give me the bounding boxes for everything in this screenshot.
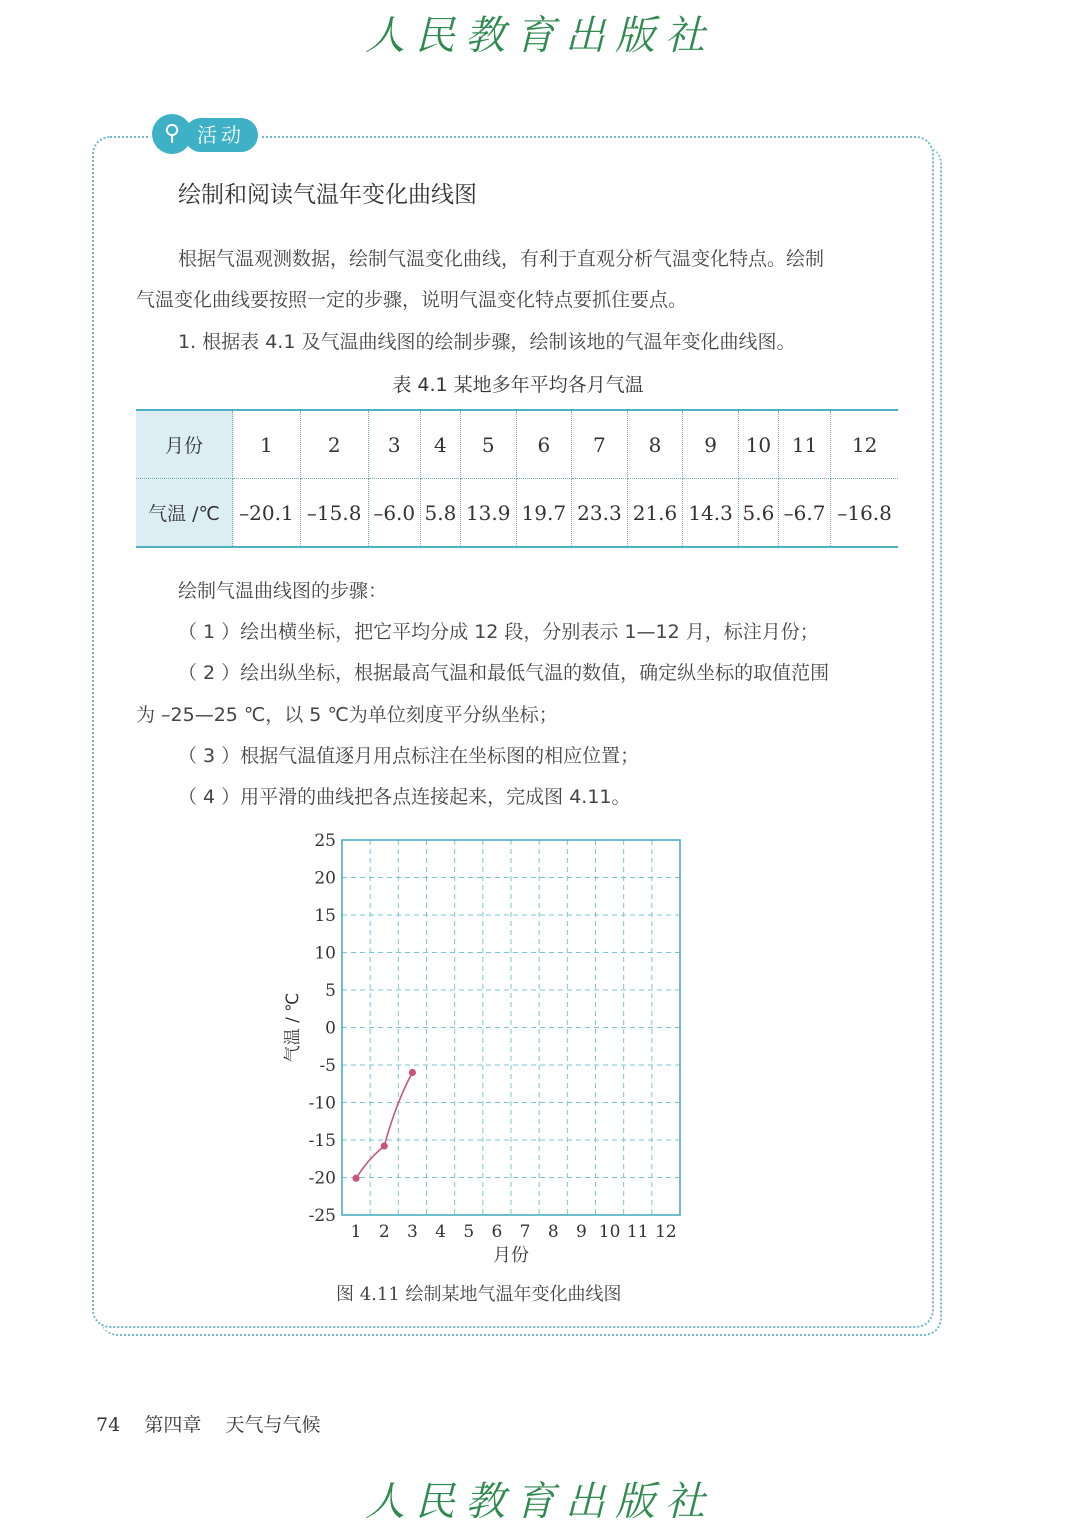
temp-cell: –20.1 bbox=[233, 479, 301, 548]
temp-cell: 14.3 bbox=[683, 479, 739, 548]
x-tick-label: 4 bbox=[435, 1222, 446, 1242]
step-3: （ 3 ）根据气温值逐月用点标注在坐标图的相应位置； bbox=[178, 745, 640, 767]
figure-caption: 图 4.11 绘制某地气温年变化曲线图 bbox=[336, 1284, 622, 1305]
intro-line-1: 根据气温观测数据，绘制气温变化曲线，有利于直观分析气温变化特点。绘制 bbox=[178, 248, 825, 270]
y-axis-label: 气温 / ℃ bbox=[283, 992, 303, 1063]
y-tick-label: -5 bbox=[319, 1056, 336, 1076]
month-cell: 4 bbox=[420, 410, 460, 479]
x-tick-label: 3 bbox=[407, 1222, 418, 1242]
x-tick-label: 7 bbox=[519, 1222, 531, 1242]
month-header: 月份 bbox=[136, 410, 233, 479]
step-4: （ 4 ）用平滑的曲线把各点连接起来，完成图 4.11。 bbox=[178, 786, 631, 808]
x-tick-label: 1 bbox=[350, 1222, 362, 1242]
month-cell: 7 bbox=[572, 410, 628, 479]
x-tick-label: 11 bbox=[626, 1222, 649, 1242]
temperature-table bbox=[136, 409, 898, 548]
x-axis-label: 月份 bbox=[493, 1245, 529, 1266]
x-tick-label: 6 bbox=[491, 1222, 503, 1242]
month-cell: 3 bbox=[368, 410, 420, 479]
temp-cell: 13.9 bbox=[460, 479, 516, 548]
y-tick-label: 5 bbox=[325, 981, 336, 1001]
temp-cell: 5.8 bbox=[420, 479, 460, 548]
data-point bbox=[381, 1142, 388, 1149]
month-cell: 2 bbox=[300, 410, 368, 479]
y-tick-label: 20 bbox=[314, 868, 336, 889]
temp-cell: 23.3 bbox=[572, 479, 628, 548]
table-row bbox=[136, 479, 898, 548]
x-tick-label: 2 bbox=[378, 1222, 390, 1242]
temp-cell: –15.8 bbox=[300, 479, 368, 548]
temperature-chart bbox=[280, 826, 700, 1266]
month-cell: 10 bbox=[738, 410, 778, 479]
y-tick-label: 25 bbox=[314, 831, 336, 851]
x-tick-label: 10 bbox=[598, 1222, 621, 1242]
temp-cell: 19.7 bbox=[516, 479, 572, 548]
table-caption: 表 4.1 某地多年平均各月气温 bbox=[392, 374, 644, 396]
temp-cell: –16.8 bbox=[831, 479, 898, 548]
x-tick-label: 9 bbox=[576, 1222, 587, 1242]
x-tick-label: 12 bbox=[655, 1222, 677, 1242]
y-tick-label: 15 bbox=[314, 906, 336, 926]
data-point bbox=[409, 1069, 416, 1076]
page-number: 74 bbox=[96, 1414, 121, 1436]
step-1: （ 1 ）绘出横坐标，把它平均分成 12 段，分别表示 1—12 月，标注月份； bbox=[178, 621, 819, 643]
month-cell: 11 bbox=[778, 410, 830, 479]
month-cell: 5 bbox=[460, 410, 516, 479]
series-line bbox=[356, 1073, 412, 1179]
month-cell: 9 bbox=[683, 410, 739, 479]
month-cell: 1 bbox=[233, 410, 301, 479]
month-cell: 12 bbox=[831, 410, 898, 479]
page-footer bbox=[96, 1410, 321, 1437]
activity-badge bbox=[150, 110, 260, 156]
publisher-watermark-top: 人民教育出版社 bbox=[365, 13, 715, 59]
magnifier-icon: ⚲ bbox=[152, 114, 192, 154]
table-row bbox=[136, 410, 898, 479]
month-cell: 8 bbox=[627, 410, 683, 479]
month-cell: 6 bbox=[516, 410, 572, 479]
publisher-watermark-bottom: 人民教育出版社 bbox=[365, 1479, 715, 1525]
step-2: （ 2 ）绘出纵坐标，根据最高气温和最低气温的数值，确定纵坐标的取值范围 bbox=[178, 662, 830, 684]
data-point bbox=[352, 1175, 359, 1182]
y-tick-label: -20 bbox=[308, 1168, 336, 1189]
temp-cell: 21.6 bbox=[627, 479, 683, 548]
temp-cell: –6.0 bbox=[368, 479, 420, 548]
y-tick-label: 0 bbox=[325, 1018, 336, 1039]
step-2-cont: 为 –25—25 ℃，以 5 ℃为单位刻度平分纵坐标； bbox=[136, 704, 558, 726]
chapter-title: 第四章 天气与气候 bbox=[144, 1414, 321, 1436]
steps-title: 绘制气温曲线图的步骤： bbox=[178, 580, 388, 602]
y-tick-label: -25 bbox=[308, 1206, 336, 1226]
x-tick-label: 5 bbox=[463, 1222, 475, 1242]
temp-header: 气温 /℃ bbox=[136, 479, 233, 548]
x-tick-label: 8 bbox=[547, 1222, 559, 1242]
y-tick-label: -15 bbox=[308, 1131, 336, 1151]
y-tick-label: -10 bbox=[308, 1093, 336, 1114]
task-1: 1. 根据表 4.1 及气温曲线图的绘制步骤，绘制该地的气温年变化曲线图。 bbox=[178, 331, 796, 353]
intro-line-2: 气温变化曲线要按照一定的步骤，说明气温变化特点要抓住要点。 bbox=[136, 289, 688, 311]
activity-heading: 绘制和阅读气温年变化曲线图 bbox=[178, 182, 477, 208]
temp-cell: 5.6 bbox=[738, 479, 778, 548]
temp-cell: –6.7 bbox=[778, 479, 830, 548]
y-tick-label: 10 bbox=[314, 943, 336, 964]
activity-badge-label: 活动 bbox=[184, 118, 258, 152]
